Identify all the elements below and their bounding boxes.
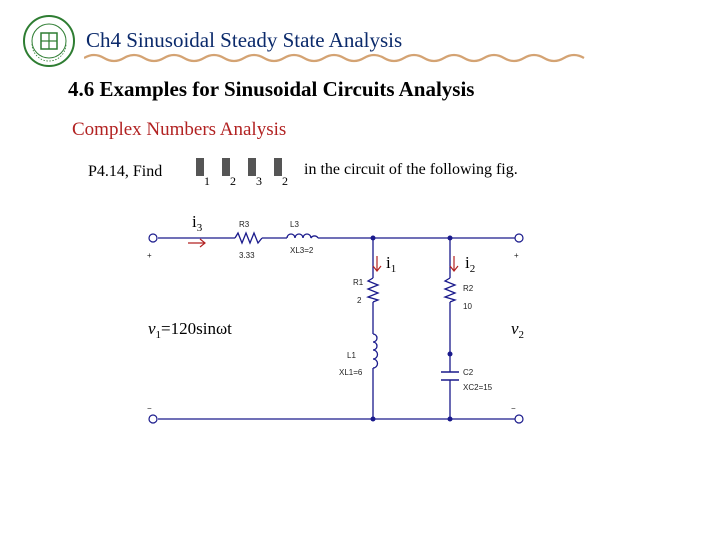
l3-name: L3: [290, 220, 299, 229]
l1-inductor: [373, 334, 378, 368]
r3-resistor: [235, 233, 262, 243]
svg-text:1: 1: [204, 174, 210, 188]
r2-resistor: [445, 278, 455, 302]
polarity-plus-left: +: [147, 251, 152, 260]
problem-statement-suffix: in the circuit of the following fig.: [304, 161, 518, 178]
current-i3-label: [192, 212, 203, 234]
l1-name: L1: [347, 351, 356, 360]
junction-dot: [448, 417, 453, 422]
c2-capacitor: [441, 372, 459, 380]
l3-inductor: [287, 234, 318, 238]
polarity-minus-left: −: [147, 404, 152, 413]
section-title: 4.6 Examples for Sinusoidal Circuits Analysis: [68, 77, 475, 101]
r2-value: 10: [463, 302, 472, 311]
r3-name: R3: [239, 220, 250, 229]
r1-name: R1: [353, 278, 364, 287]
terminal-left-top: [149, 234, 157, 242]
terminal-left-bottom: [149, 415, 157, 423]
r3-value: 3.33: [239, 251, 255, 260]
current-i3-arrow-icon: [188, 239, 205, 247]
svg-text:i2: $i_2$: [465, 253, 476, 275]
svg-text:i1: $i_1$: [386, 253, 397, 275]
terminal-right-bottom: [515, 415, 523, 423]
svg-text:2: 2: [230, 174, 236, 188]
problem-statement-prefix: P4.14, Find: [88, 163, 163, 180]
current-i1-label: [386, 253, 396, 275]
polarity-minus-right: −: [511, 404, 516, 413]
r2-name: R2: [463, 284, 474, 293]
c2-name: C2: [463, 368, 474, 377]
svg-text:3: 3: [256, 174, 262, 188]
svg-text:2: 2: [282, 174, 288, 188]
junction-dot: [448, 352, 453, 357]
polarity-plus-right: +: [514, 251, 519, 260]
junction-dot: [448, 236, 453, 241]
svg-text:v2: $v_2$: [511, 319, 525, 341]
header-title: Ch4 Sinusoidal Steady State Analysis: [86, 28, 403, 52]
junction-dot: [371, 417, 376, 422]
terminal-right-top: [515, 234, 523, 242]
r1-value: 2: [357, 296, 362, 305]
l3-value: XL3=2: [290, 246, 314, 255]
subsection-title: Complex Numbers Analysis: [72, 119, 287, 140]
output-voltage-v2-label: [511, 319, 524, 341]
c2-value: XC2=15: [463, 383, 493, 392]
r1-resistor: [368, 278, 378, 302]
source-voltage-v1-label: [148, 319, 232, 341]
current-i2-arrow-icon: [450, 256, 458, 271]
l1-value: XL1=6: [339, 368, 363, 377]
current-i2-label: [465, 253, 475, 275]
current-i1-arrow-icon: [373, 256, 381, 271]
junction-dot: [371, 236, 376, 241]
svg-text:v1=120sinωt: $v_1=120\sin\omega t$: [148, 319, 232, 341]
svg-text:i3: $i_3$: [192, 212, 203, 234]
